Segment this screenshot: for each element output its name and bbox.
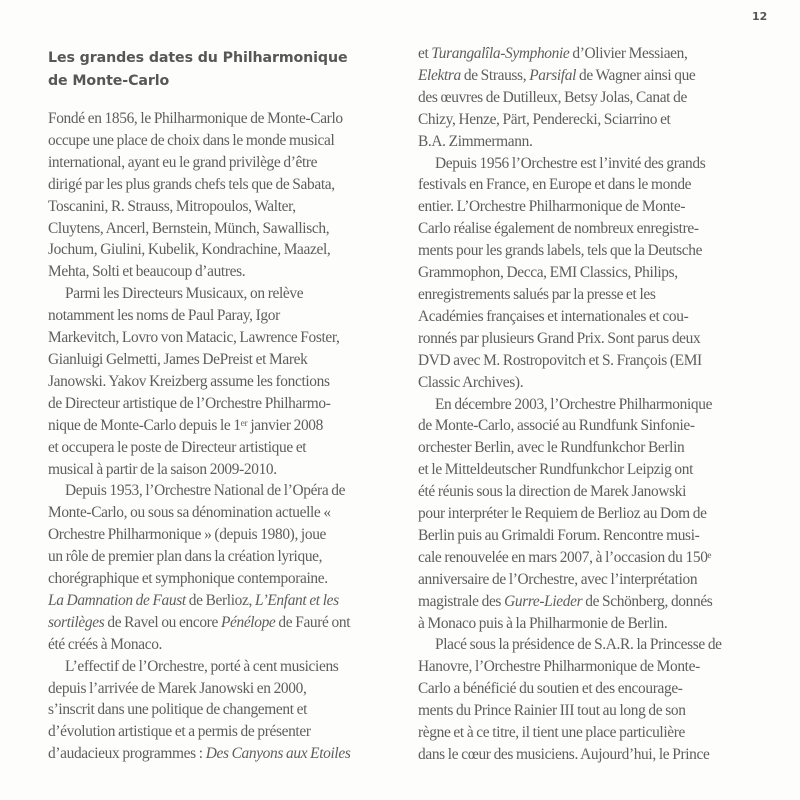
text-line: [48, 218, 400, 240]
text-segment: anniversaire de l’Orchestre, avec l’interprétation: [418, 570, 698, 588]
text-segment: Placé sous la présidence de S.A.R. la Princesse de: [435, 636, 722, 654]
page-number: 12: [752, 10, 768, 23]
text-segment: Jochum, Giulini, Kubelik, Kondrachine, Maazel,: [48, 241, 331, 259]
text-line: [48, 152, 400, 174]
text-line: [48, 459, 400, 481]
heading-line: Les grandes dates du Philharmonique: [48, 50, 348, 66]
text-segment: de Strauss,: [460, 66, 530, 84]
text-segment: DVD avec M. Rostropovitch et S. François (EMI: [418, 351, 702, 369]
text-segment: Janowski. Yakov Kreizberg assume les fonctions: [48, 372, 330, 390]
text-line: [418, 481, 778, 503]
text-line: [418, 306, 778, 328]
text-segment: Parmi les Directeurs Musicaux, on relève: [65, 285, 304, 303]
text-segment: règne et à ce titre, il tient une place particulière: [418, 724, 686, 742]
text-segment: L’effectif de l’Orchestre, porté à cent musiciens: [65, 657, 339, 675]
text-line: [48, 721, 400, 743]
text-segment: de Wagner ainsi que: [576, 66, 696, 84]
text-line: [418, 437, 778, 459]
text-line: [48, 283, 400, 305]
text-segment: de Berlioz,: [185, 591, 255, 609]
italic-title: La Damnation de Faust: [48, 591, 186, 609]
text-segment: En décembre 2003, l’Orchestre Philharmonique: [435, 395, 713, 413]
text-line: [418, 569, 778, 591]
text-segment: un rôle de premier plan dans la création lyrique,: [48, 548, 323, 566]
text-line: [48, 590, 400, 612]
text-segment: musical à partir de la saison 2009-2010.: [48, 460, 277, 478]
text-line: [418, 700, 778, 722]
text-line: [48, 415, 400, 437]
text-segment: Fondé en 1856, le Philharmonique de Monte-Carlo: [48, 110, 343, 127]
text-line: [418, 613, 778, 635]
text-line: [418, 284, 778, 306]
italic-title: Parsifal: [529, 66, 577, 84]
text-line: [418, 350, 778, 372]
text-segment: magistrale des: [418, 592, 505, 610]
text-segment: d’audacieux programmes :: [48, 745, 206, 763]
text-line: [418, 744, 778, 766]
italic-title: L’Enfant et les: [254, 591, 339, 609]
text-line: [48, 699, 400, 721]
text-line: [48, 743, 400, 765]
text-segment: d’évolution artistique et a permis de présenter: [48, 723, 311, 741]
text-segment: ronnés par plusieurs Grand Prix. Sont parus deux: [418, 329, 701, 347]
text-line: [418, 87, 778, 109]
italic-title: sortilèges: [48, 613, 105, 631]
text-line: [418, 459, 778, 481]
text-line: [418, 153, 778, 175]
text-line: [418, 262, 778, 284]
text-segment: à Monaco puis à la Philharmonie de Berlin.: [418, 614, 668, 632]
text-segment: ments du Prince Rainier III tout au long de son: [418, 702, 686, 720]
text-line: [418, 328, 778, 350]
text-segment: de Directeur artistique de l’Orchestre Philharmo-: [48, 394, 331, 412]
text-segment: chorégraphique et symphonique contemporaine.: [48, 570, 328, 588]
text-segment: occupe une place de choix dans le monde musical: [48, 131, 335, 149]
text-segment: d’Olivier Messiaen,: [569, 45, 688, 62]
text-segment: nique de Monte-Carlo depuis le 1ᵉʳ janvier 2008: [48, 416, 323, 434]
text-line: [48, 656, 400, 678]
text-line: [418, 678, 778, 700]
italic-title: Elektra: [418, 66, 461, 84]
italic-title: Pénélope: [220, 613, 276, 631]
text-segment: dirigé par les plus grands chefs tels que de Sabata,: [48, 175, 335, 193]
text-segment: Classic Archives).: [418, 373, 524, 391]
text-segment: et occupera le poste de Directeur artistique et: [48, 438, 307, 456]
text-segment: pour interpréter le Requiem de Berlioz au Dom de: [418, 505, 707, 523]
text-line: [48, 305, 400, 327]
text-line: [418, 394, 778, 416]
text-line: [48, 174, 400, 196]
text-segment: Depuis 1953, l’Orchestre National de l’Opéra de: [65, 482, 346, 500]
text-segment: de Monte-Carlo, associé au Rundfunk Sinfonie-: [418, 417, 695, 435]
text-segment: Hanovre, l’Orchestre Philharmonique de Monte-: [418, 658, 700, 676]
text-line: [418, 525, 778, 547]
right-text-column: [418, 43, 778, 766]
text-line: [418, 131, 778, 153]
text-segment: Cluytens, Ancerl, Bernstein, Münch, Sawallisch,: [48, 219, 330, 237]
text-line: [48, 108, 400, 130]
text-segment: et: [418, 45, 432, 62]
text-segment: été réunis sous la direction de Marek Janowski: [418, 483, 687, 501]
text-segment: Berlin puis au Grimaldi Forum. Rencontre musi-: [418, 526, 700, 544]
text-segment: Markevitch, Lovro von Matacic, Lawrence Foster,: [48, 329, 340, 347]
text-segment: Toscanini, R. Strauss, Mitropoulos, Walter,: [48, 197, 296, 215]
text-line: [48, 546, 400, 568]
text-line: [418, 196, 778, 218]
text-line: [418, 218, 778, 240]
text-line: [418, 43, 778, 65]
text-segment: depuis l’arrivée de Marek Janowski en 2000,: [48, 679, 307, 697]
text-segment: Grammophon, Decca, EMI Classics, Philips,: [418, 264, 678, 282]
text-segment: dans le cœur des musiciens. Aujourd’hui, le Prince: [418, 746, 710, 763]
text-segment: B.A. Zimmermann.: [418, 132, 533, 150]
text-line: [48, 634, 400, 656]
text-line: [48, 130, 400, 152]
text-line: [48, 371, 400, 393]
text-segment: Carlo réalise également de nombreux enregistre-: [418, 220, 699, 238]
text-segment: s’inscrit dans une politique de changement et: [48, 701, 308, 719]
text-segment: entier. L’Orchestre Philharmonique de Monte-: [418, 198, 686, 216]
text-segment: festivals en France, en Europe et dans le monde: [418, 176, 692, 194]
text-line: [48, 612, 400, 634]
text-segment: de Schönberg, donnés: [582, 592, 713, 610]
italic-title: Des Canyons aux Etoiles: [205, 745, 351, 763]
text-segment: Carlo a bénéficié du soutien et des encourage-: [418, 680, 683, 698]
text-line: [418, 503, 778, 525]
text-line: [418, 722, 778, 744]
heading-line: de Monte-Carlo: [48, 73, 170, 89]
text-segment: ments pour les grands labels, tels que la Deutsche: [418, 242, 703, 260]
text-line: [418, 174, 778, 196]
text-line: [48, 568, 400, 590]
text-segment: été créés à Monaco.: [48, 635, 163, 653]
text-line: [418, 591, 778, 613]
text-line: [418, 415, 778, 437]
text-line: [48, 349, 400, 371]
text-segment: Monte-Carlo, ou sous sa dénomination actuelle «: [48, 504, 331, 522]
text-segment: Mehta, Solti et beaucoup d’autres.: [48, 263, 246, 281]
italic-title: Gurre-Lieder: [504, 592, 583, 610]
italic-title: Turangalîla-Symphonie: [431, 45, 570, 62]
text-line: [418, 240, 778, 262]
text-segment: cale renouvelée en mars 2007, à l’occasion du 150ᵉ: [418, 548, 712, 566]
text-segment: enregistrements salués par la presse et les: [418, 285, 656, 303]
text-segment: Chizy, Henze, Pärt, Penderecki, Sciarrino et: [418, 110, 671, 128]
text-line: [48, 393, 400, 415]
text-line: [48, 196, 400, 218]
text-line: [48, 480, 400, 502]
text-line: [418, 65, 778, 87]
section-heading: [48, 47, 378, 93]
text-line: [48, 678, 400, 700]
text-segment: Depuis 1956 l’Orchestre est l’invité des grands: [435, 154, 706, 172]
text-line: [48, 327, 400, 349]
text-segment: Gianluigi Gelmetti, James DePreist et Marek: [48, 350, 308, 368]
text-line: [48, 437, 400, 459]
text-segment: de Fauré ont: [275, 613, 351, 631]
text-segment: et le Mitteldeutscher Rundfunkchor Leipzig ont: [418, 461, 694, 479]
text-line: [418, 547, 778, 569]
text-line: [48, 524, 400, 546]
text-line: [48, 261, 400, 283]
text-segment: des œuvres de Dutilleux, Betsy Jolas, Canat de: [418, 88, 687, 106]
text-segment: Orchestre Philharmonique » (depuis 1980), joue: [48, 526, 327, 544]
left-text-column: [48, 108, 400, 765]
text-segment: international, ayant eu le grand privilège d’être: [48, 153, 318, 171]
text-line: [48, 239, 400, 261]
text-line: [48, 502, 400, 524]
text-segment: de Ravel ou encore: [104, 613, 221, 631]
text-line: [418, 372, 778, 394]
text-line: [418, 656, 778, 678]
text-segment: orchester Berlin, avec le Rundfunkchor Berlin: [418, 439, 685, 457]
text-line: [418, 109, 778, 131]
text-segment: Académies françaises et internationales et cou-: [418, 307, 689, 325]
text-segment: notamment les noms de Paul Paray, Igor: [48, 307, 280, 325]
text-line: [418, 634, 778, 656]
